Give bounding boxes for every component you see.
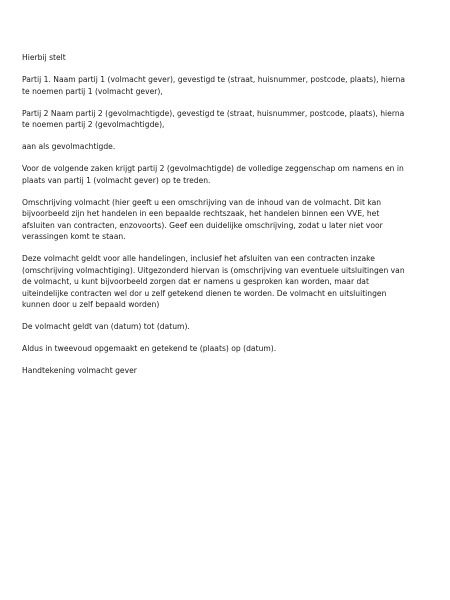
signature-label: Handtekening volmacht gever [22,366,137,375]
scope-paragraph [22,253,422,311]
text-line: Partij 1. Naam partij 1 (volmacht gever), gevestigd te (straat, huisnummer, postcode, plaats), hierna [22,75,405,84]
text-line: Hierbij stelt [22,53,66,62]
validity-paragraph [22,321,422,333]
text-line: verassingen komt te staan. [22,232,126,241]
text-line: de volmacht, u kunt bijvoorbeeld zorgen dat er namens u gesproken kan worden, maar dat [22,277,369,286]
party-1-paragraph [22,74,422,97]
execution-paragraph [22,343,422,355]
text-line: bijvoorbeeld zijn het handelen in een bepaalde rechtszaak, het handelen binnen een VVE, het [22,209,380,218]
signature-paragraph [22,365,422,377]
document-page [22,52,422,387]
text-line: Omschrijving volmacht (hier geeft u een omschrijving van de inhoud van de volmacht. Dit kan [22,197,382,207]
description-paragraph [22,197,422,243]
text-line: te noemen partij 1 (volmacht gever), [22,86,163,96]
party-2-paragraph [22,108,422,131]
text-line: te noemen partij 2 (gevolmachtigde), [22,120,165,129]
text-line: plaats van partij 1 (volmacht gever) op te treden. [22,175,211,185]
text-line: (omschrijving volmachtiging). Uitgezonderd hiervan is (omschrijving van eventuele uitsluitingen van [22,265,405,275]
text-line: Deze volmacht geldt voor alle handelingen, inclusief het afsluiten van een contracten inzake [22,254,375,263]
text-line: Aldus in tweevoud opgemaakt en getekend te (plaats) op (datum). [22,344,277,353]
text-line: aan als gevolmachtigde. [22,142,116,151]
intro-paragraph [22,52,422,64]
text-line: afsluiten van contracten, enzovoorts). Geef een duidelijke omschrijving, zodat u later niet voor [22,220,383,230]
appointment-paragraph [22,141,422,153]
text-line: Voor de volgende zaken krijgt partij 2 (gevolmachtigde) de volledige zeggenschap om namens en in [22,164,404,173]
text-line: kunnen door u zelf bepaald worden) [22,300,160,309]
text-line: Partij 2 Naam partij 2 (gevolmachtigde), gevestigd te (straat, huisnummer, postcode, plaats), hierna [22,108,405,118]
text-line: De volmacht geldt van (datum) tot (datum). [22,322,190,331]
authority-paragraph [22,163,422,186]
text-line: uiteindelijke contracten wel dor u zelf getekend dienen te worden. De volmacht en uitsluitingen [22,288,387,298]
